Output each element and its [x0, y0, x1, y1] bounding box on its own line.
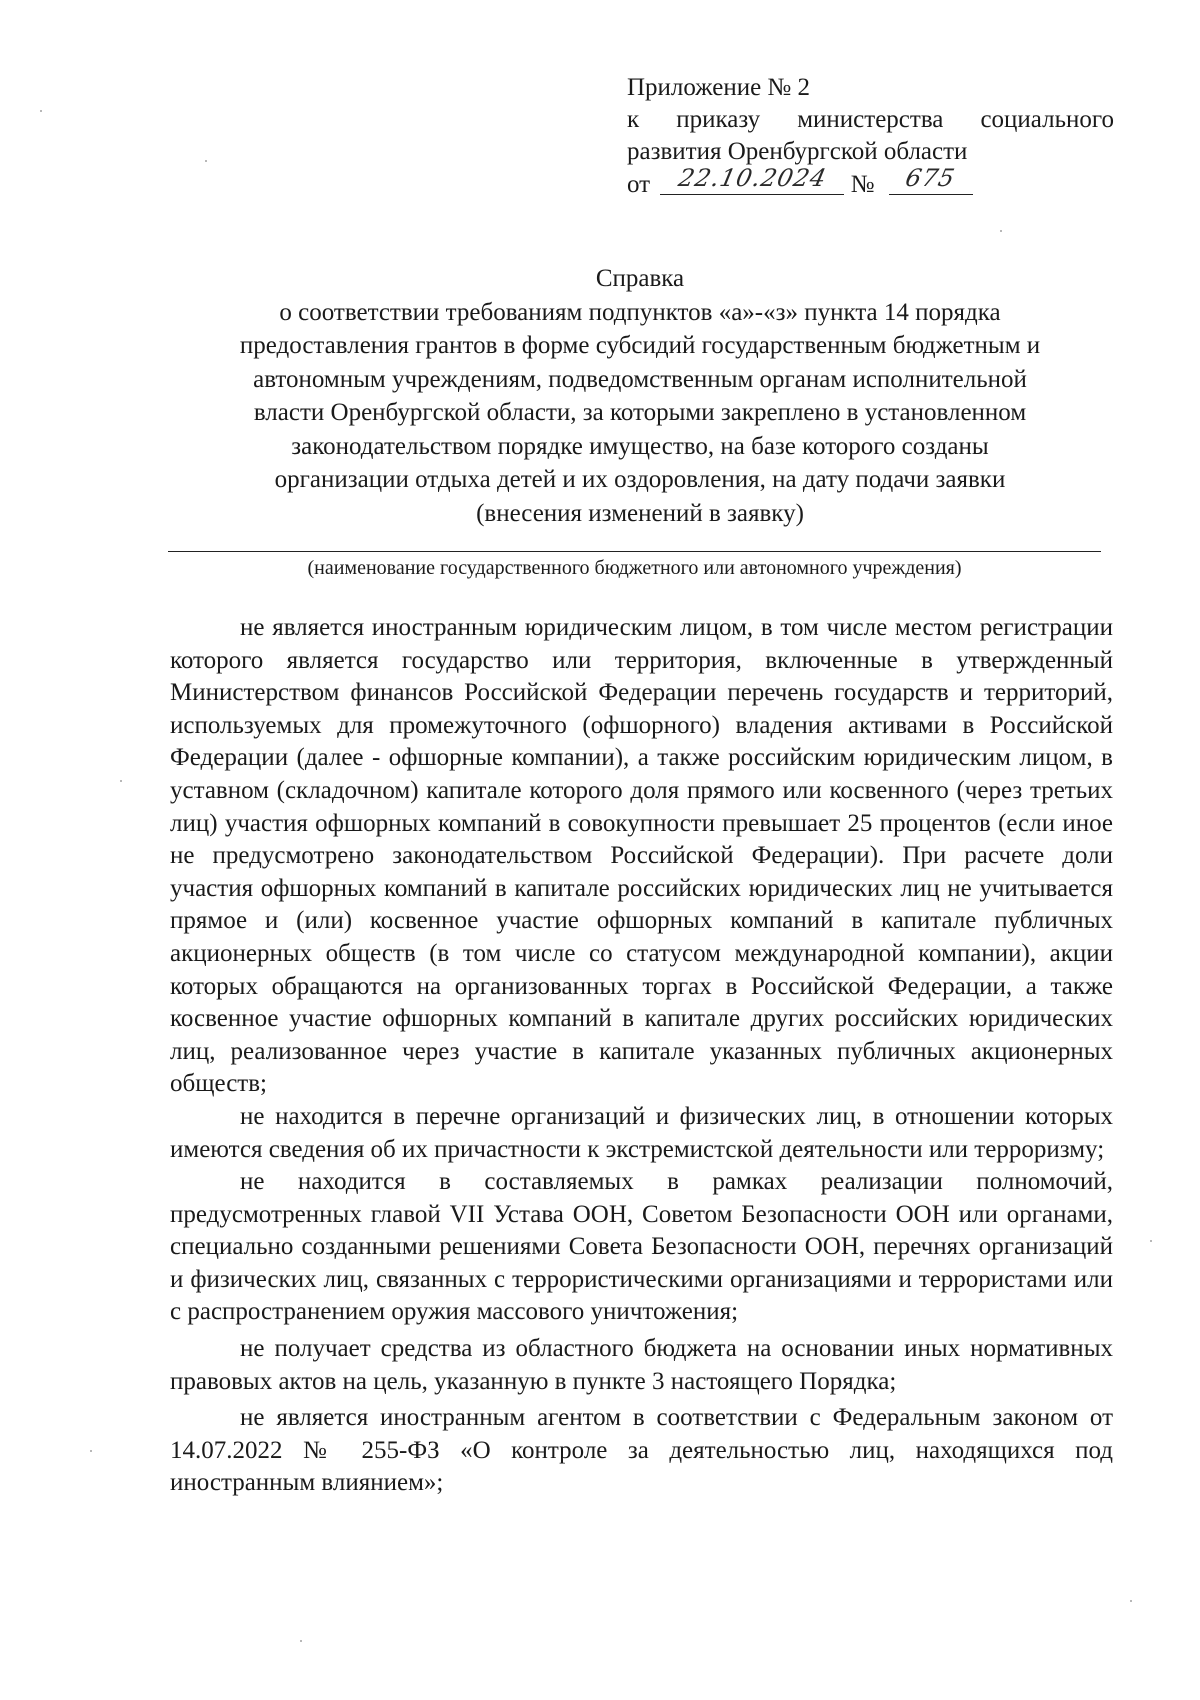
title-line: (внесения изменений в заявку) [476, 499, 804, 527]
title-line: власти Оренбургской области, за которыми закреплено в установленном [253, 399, 1027, 426]
speck [120, 780, 122, 782]
appendix-header [627, 72, 1114, 201]
requirements-body [170, 612, 1113, 1500]
number-prefix: № [850, 171, 875, 198]
title-line: автономным учреждениям, подведомственным органам исполнительной [253, 365, 1027, 393]
handwritten-number: 675 [903, 164, 959, 192]
appendix-title: Приложение № 2 [627, 74, 811, 101]
requirement-paragraph: не является иностранным юридическим лицом, в том числе местом регистрации которого является государство или территория, включенные в утвержденный Министерством финансов Российской Федерации перечень государств и территорий, используемых для промежуточного (офшорного) владения активами в Российской Федерации (далее - офшорные компании), а также российским юридическим лицом, в уставном (складочном) капитале которого доля прямого или косвенного (через третьих лиц) участия офшорных компаний в совокупности превышает 25 процентов (если иное не предусмотрено законодательством Российской Федерации). При расчете доли участия офшорных компаний в капитале российских юридических лиц не учитывается прямое и (или) косвенное участие офшорных компаний в капитале публичных акционерных обществ (в том числе со статусом международной компании), акции которых обращаются на организованных торгах в Российской Федерации, а также косвенное участие офшорных компаний в капитале других российских юридических лиц, реализованное через участие в капитале указанных публичных акционерных обществ; [170, 614, 1113, 1098]
speck [205, 160, 207, 162]
handwritten-date: 22.10.2024 [675, 164, 830, 192]
date-field [660, 164, 844, 195]
appendix-ministry-line: развития Оренбургской области [627, 138, 968, 165]
speck [90, 1450, 92, 1452]
speck [1000, 230, 1002, 232]
requirement-paragraph: не находится в составляемых в рамках реализации полномочий, предусмотренных главой VII Устава ООН, Советом Безопасности ООН или органами, специально созданными решениями Совета Безопасности ООН, перечнях организаций и физических лиц, связанных с террористическими организациями и террористами или с распространением оружия массового уничтожения; [170, 1168, 1113, 1326]
requirement-paragraph: не находится в перечне организаций и физических лиц, в отношении которых имеются сведения об их причастности к экстремистской деятельности или терроризму; [170, 1102, 1113, 1163]
speck [300, 1640, 302, 1642]
certificate-heading: Справка [595, 265, 685, 292]
requirement-paragraph: не является иностранным агентом в соответствии с Федеральным законом от 14.07.2022 № 255-ФЗ «О контроле за деятельностью лиц, находящихся под иностранным влиянием»; [170, 1404, 1113, 1497]
certificate-title-block [150, 262, 1130, 530]
organization-name-line [168, 551, 1101, 552]
organization-caption: (наименование государственного бюджетного или автономного учреждения) [307, 557, 962, 579]
speck [1150, 1240, 1152, 1242]
title-line: организации отдыха детей и их оздоровления, на дату подачи заявки [274, 466, 1006, 493]
appendix-date-row [627, 164, 1114, 201]
appendix-order-line: к приказу министерства социального [627, 106, 1114, 133]
speck [1130, 1600, 1132, 1602]
title-line: о соответствии требованиям подпунктов «а»-«з» пункта 14 порядка [279, 298, 1001, 326]
speck [40, 110, 42, 112]
number-field [889, 164, 973, 195]
date-prefix: от [627, 171, 651, 198]
requirement-paragraph: не получает средства из областного бюджета на основании иных нормативных правовых актов на цель, указанную в пункте 3 настоящего Порядка; [170, 1335, 1113, 1395]
title-line: предоставления грантов в форме субсидий государственным бюджетным и [239, 332, 1041, 359]
title-line: законодательством порядке имущество, на базе которого созданы [291, 432, 989, 460]
